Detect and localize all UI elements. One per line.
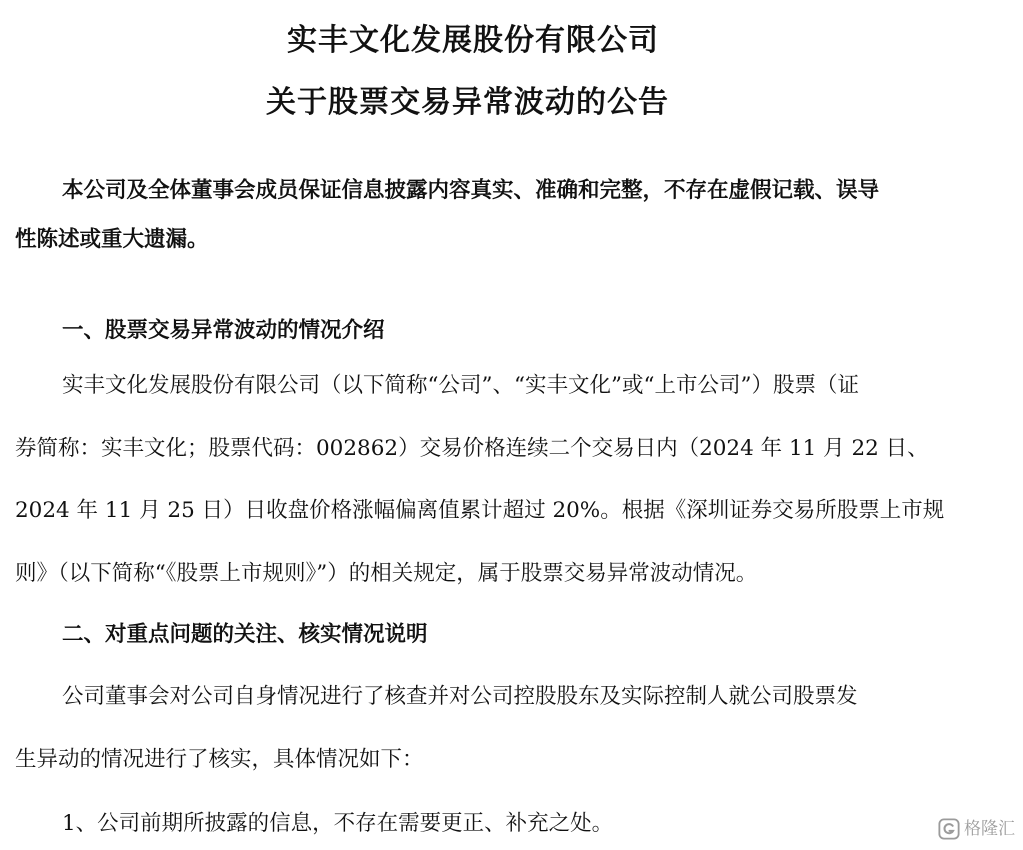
section1-line-4: 则》（以下简称“《股票上市规则》”）的相关规定，属于股票交易异常波动情况。 (15, 561, 758, 586)
section2-line-1: 公司董事会对公司自身情况进行了核查并对公司控股股东及实际控制人就公司股票发 (62, 684, 858, 709)
section1-heading: 一、股票交易异常波动的情况介绍 (62, 318, 385, 343)
watermark-text: 格隆汇 (964, 818, 1015, 839)
statement-line-1: 本公司及全体董事会成员保证信息披露内容真实、准确和完整，不存在虚假记载、误导 (62, 178, 880, 203)
section1-line-1: 实丰文化发展股份有限公司（以下简称“公司”、“实丰文化”或“上市公司”）股票（证 (62, 373, 859, 398)
section1-line-3: 2024 年 11 月 25 日）日收盘价格涨幅偏离值累计超过 20%。根据《深圳证券交易所股票上市规 (15, 498, 945, 523)
watermark (938, 818, 1015, 840)
statement-line-2: 性陈述或重大遗漏。 (15, 227, 209, 252)
gelonghui-logo-icon (938, 818, 960, 840)
announcement-title: 关于股票交易异常波动的公告 (266, 85, 669, 120)
company-title: 实丰文化发展股份有限公司 (287, 23, 659, 58)
section2-item-1: 1、公司前期所披露的信息，不存在需要更正、补充之处。 (62, 811, 614, 836)
section2-heading: 二、对重点问题的关注、核实情况说明 (62, 622, 428, 647)
section2-line-2: 生异动的情况进行了核实，具体情况如下： (15, 747, 424, 772)
section1-line-2: 券简称：实丰文化；股票代码：002862）交易价格连续二个交易日内（2024 年 11 月 22 日、 (15, 436, 929, 461)
